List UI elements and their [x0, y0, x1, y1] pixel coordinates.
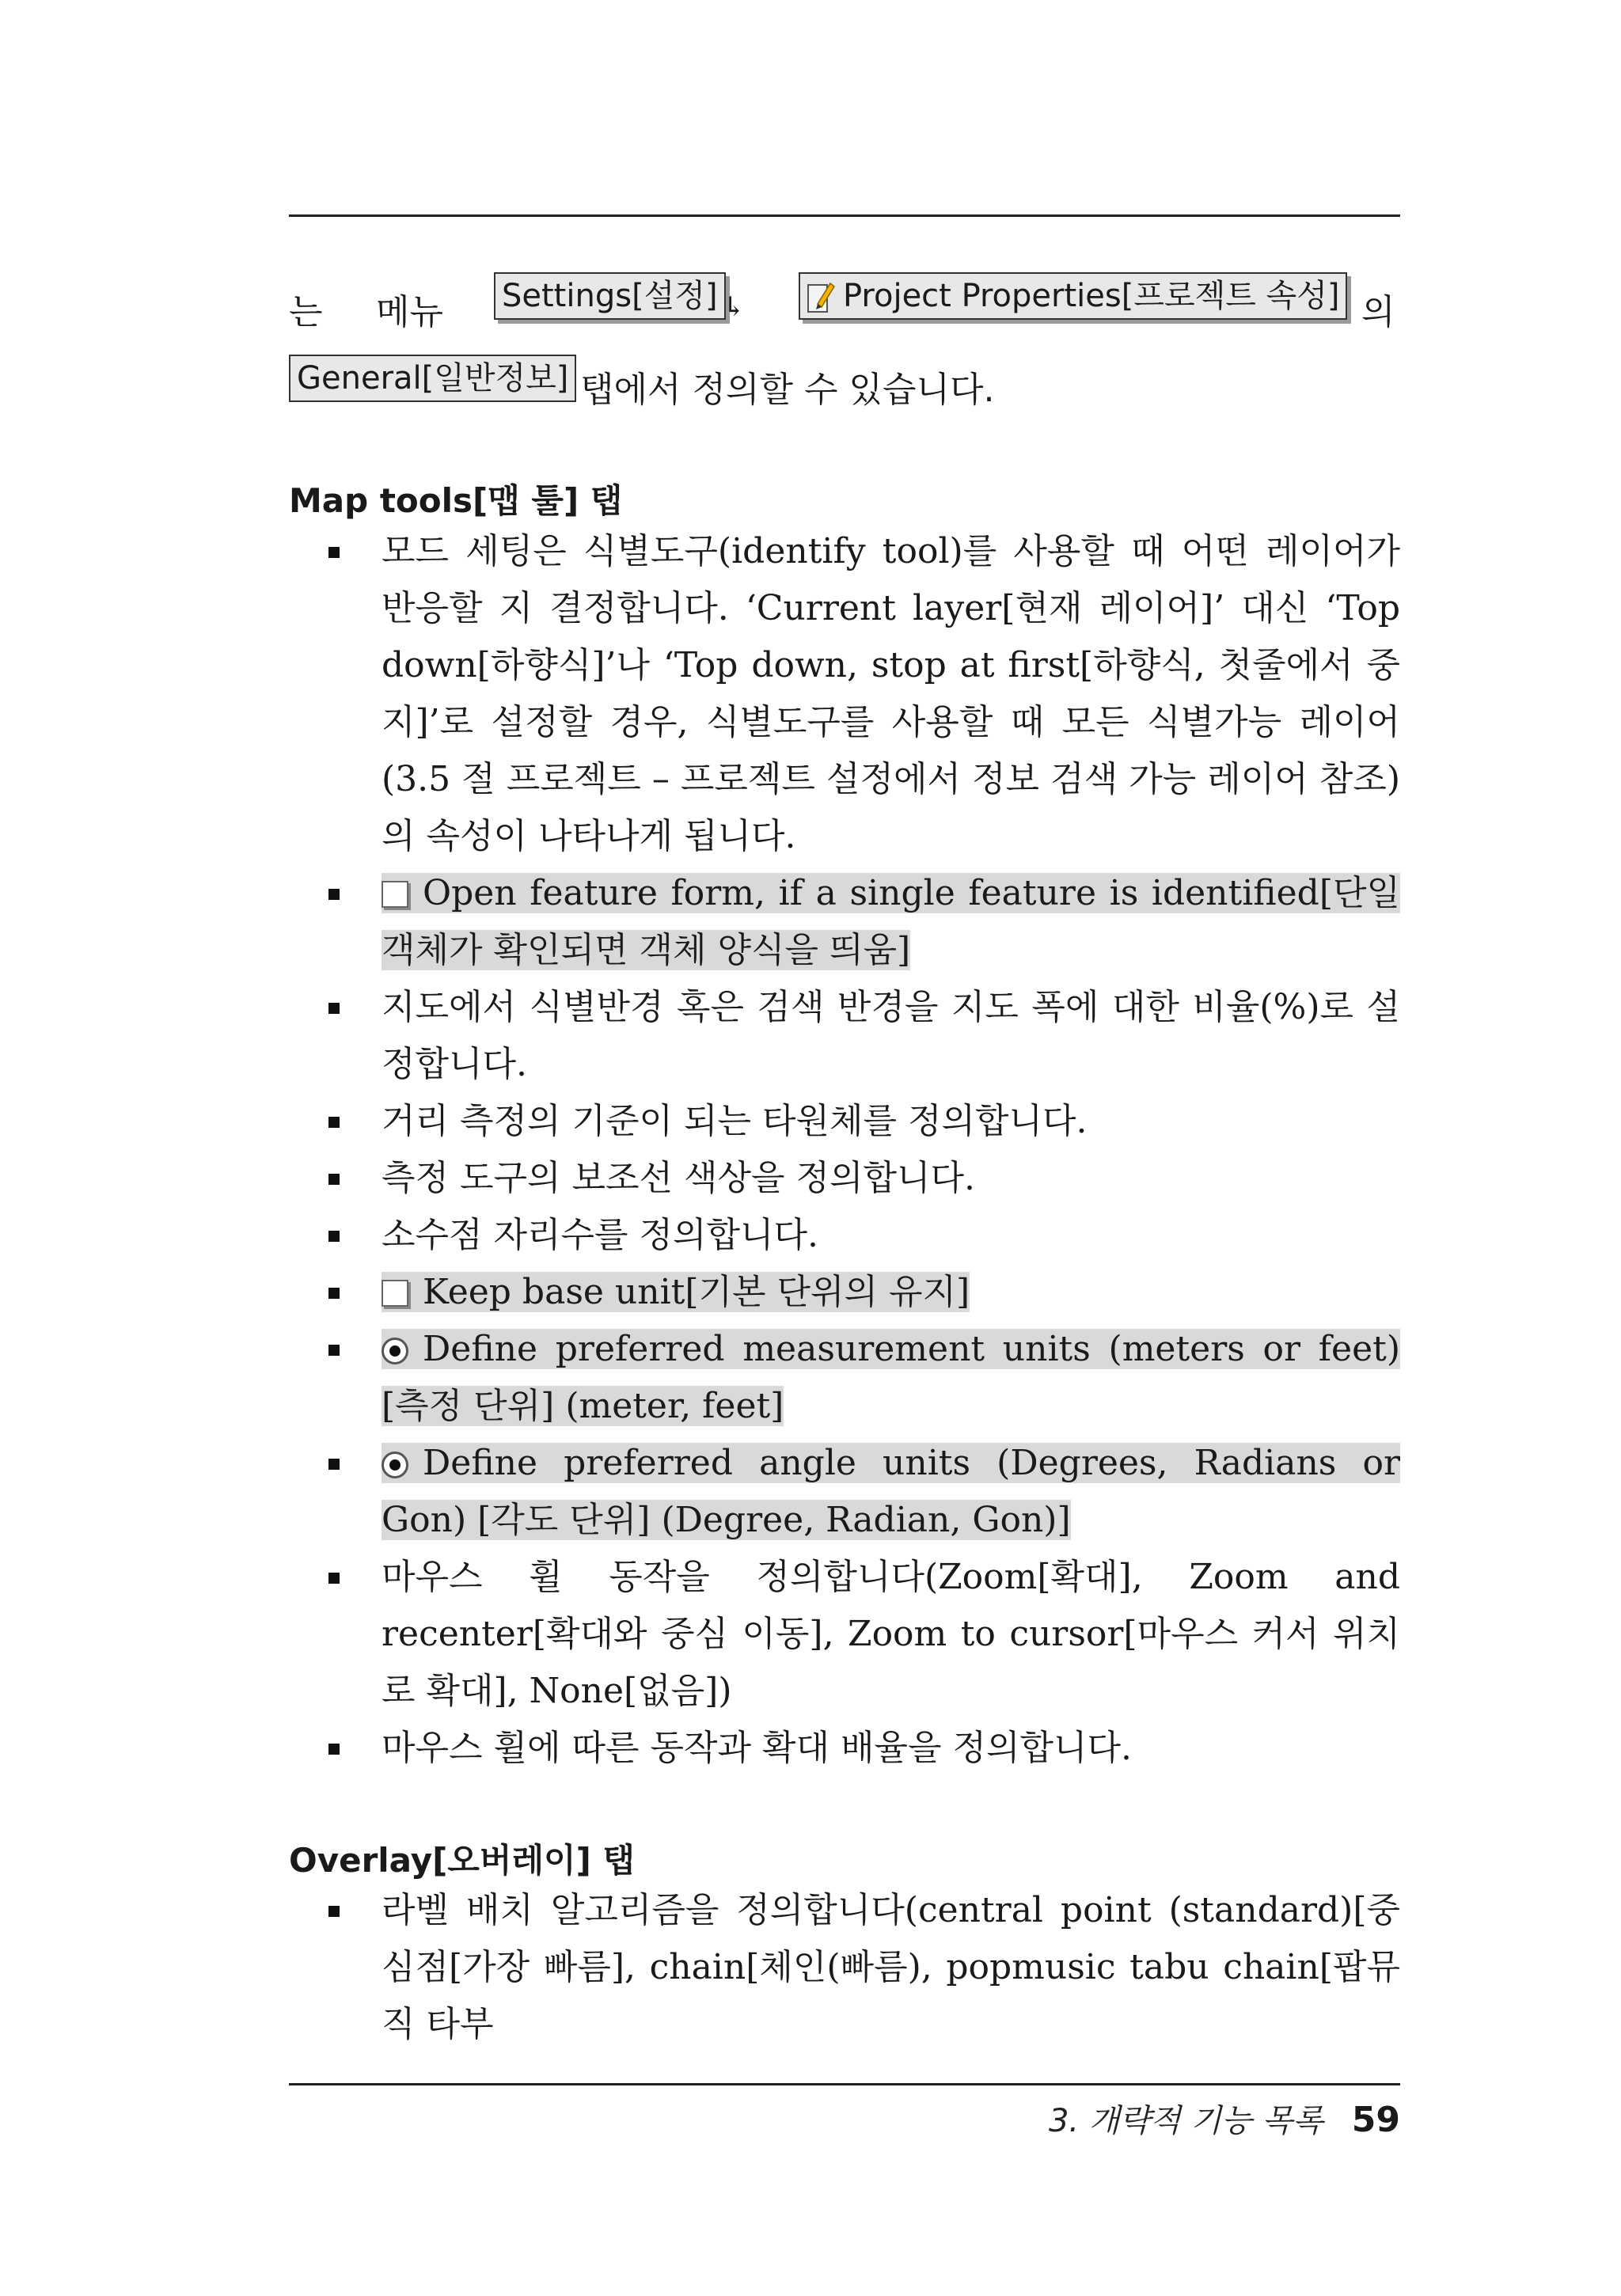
list-item	[289, 1720, 1400, 1777]
intro-possessive: 의	[1361, 292, 1395, 332]
bullet-icon	[328, 889, 340, 900]
bullet-icon	[328, 1573, 340, 1584]
list-item	[289, 1264, 1400, 1321]
project-properties-label: Project Properties[프로젝트 속성]	[843, 278, 1340, 314]
list-item	[289, 523, 1400, 865]
intro-line-2	[289, 355, 1400, 410]
project-properties-menu-button[interactable]	[799, 272, 1347, 320]
list-item-text: 측정 도구의 보조선 색상을 정의합니다.	[382, 1158, 975, 1198]
page-footer	[1049, 2096, 1400, 2141]
list-item-text: Open feature form, if a single feature is identified[단일 객체가 확인되면 객체 양식을 띄움]	[382, 873, 1400, 970]
radio-selected-icon[interactable]	[382, 1452, 408, 1478]
bottom-rule	[289, 2083, 1400, 2085]
list-item-text: 소수점 자리수를 정의합니다.	[382, 1215, 819, 1255]
intro-line-1	[289, 269, 1400, 332]
settings-menu-label: Settings[설정]	[502, 278, 718, 314]
list-item-text: Keep base unit[기본 단위의 유지]	[423, 1272, 970, 1312]
list-item-text: Define preferred measurement units (meters or feet) [측정 단위] (meter, feet]	[382, 1329, 1400, 1426]
bullet-icon	[328, 1117, 340, 1128]
chapter-title: 3. 개략적 기능 목록	[1048, 2103, 1323, 2139]
list-item	[289, 979, 1400, 1093]
bullet-icon	[328, 1744, 340, 1755]
settings-menu-button[interactable]	[494, 272, 726, 320]
list-item	[289, 1093, 1400, 1150]
keep-base-unit-option[interactable]	[382, 1272, 970, 1312]
angle-units-option[interactable]	[382, 1443, 1400, 1540]
list-item	[289, 1435, 1400, 1549]
list-item-text: 모드 세팅은 식별도구(identify tool)를 사용할 때 어떤 레이어가 반응할 지 결정합니다. ‘Current layer[현재 레이어]’ 대신 ‘Top down[하향식]’나 ‘Top down, stop at first[하향식, 첫줄에서 중지]’로 설정할 경우, 식별도구를 사용할 때 모든 식별가능 레이어(3.5 절 프로젝트 – 프로젝트 설정에서 정보 검색 가능 레이어 참조)의 속성이 나타나게 됩니다.	[382, 531, 1400, 856]
overlay-heading: Overlay[오버레이] 탭	[289, 1841, 635, 1880]
radio-selected-icon[interactable]	[382, 1338, 408, 1364]
bullet-icon	[328, 547, 340, 558]
list-item-text: 거리 측정의 기준이 되는 타원체를 정의합니다.	[382, 1101, 1088, 1141]
bullet-icon	[328, 1906, 340, 1917]
list-item-text: Define preferred angle units (Degrees, Radians or Gon) [각도 단위] (Degree, Radian, Gon)]	[382, 1443, 1400, 1540]
submenu-arrow-icon: ↳	[723, 291, 746, 323]
bullet-icon	[328, 1459, 340, 1470]
project-properties-icon	[807, 280, 835, 315]
bullet-icon	[328, 1288, 340, 1299]
intro-prefix: 는	[289, 292, 323, 332]
overlay-list	[289, 1882, 1400, 2053]
intro-menu-word: 메뉴	[376, 292, 444, 332]
checkbox-icon[interactable]	[382, 881, 408, 908]
bullet-icon	[328, 1003, 340, 1014]
list-item-text: 마우스 휠 동작을 정의합니다(Zoom[확대], Zoom and recenter[확대와 중심 이동], Zoom to cursor[마우스 커서 위치로 확대], None[없음])	[382, 1557, 1400, 1711]
list-item	[289, 1549, 1400, 1720]
list-item-text: 마우스 휠에 따른 동작과 확대 배율을 정의합니다.	[382, 1728, 1132, 1768]
list-item-text: 라벨 배치 알고리즘을 정의합니다(central point (standard)[중심점[가장 빠름], chain[체인(빠름), popmusic tabu chain[팝뮤직 타부	[382, 1890, 1400, 2044]
top-rule	[289, 214, 1400, 217]
intro-suffix: 탭에서 정의할 수 있습니다.	[580, 370, 995, 410]
checkbox-icon[interactable]	[382, 1280, 408, 1307]
measurement-units-option[interactable]	[382, 1329, 1400, 1426]
page-number: 59	[1351, 2100, 1400, 2140]
map-tools-list	[289, 523, 1400, 1777]
list-item-text: 지도에서 식별반경 혹은 검색 반경을 지도 폭에 대한 비율(%)로 설정합니다.	[382, 987, 1400, 1084]
open-feature-form-option[interactable]	[382, 873, 1400, 970]
list-item	[289, 1207, 1400, 1264]
list-item	[289, 1882, 1400, 2053]
bullet-icon	[328, 1174, 340, 1185]
bullet-icon	[328, 1231, 340, 1242]
list-item	[289, 1321, 1400, 1435]
general-tab-label: General[일반정보]	[297, 360, 569, 397]
general-tab-button[interactable]	[289, 355, 576, 402]
list-item	[289, 865, 1400, 979]
bullet-icon	[328, 1345, 340, 1356]
list-item	[289, 1150, 1400, 1207]
map-tools-heading: Map tools[맵 툴] 탭	[289, 481, 623, 520]
